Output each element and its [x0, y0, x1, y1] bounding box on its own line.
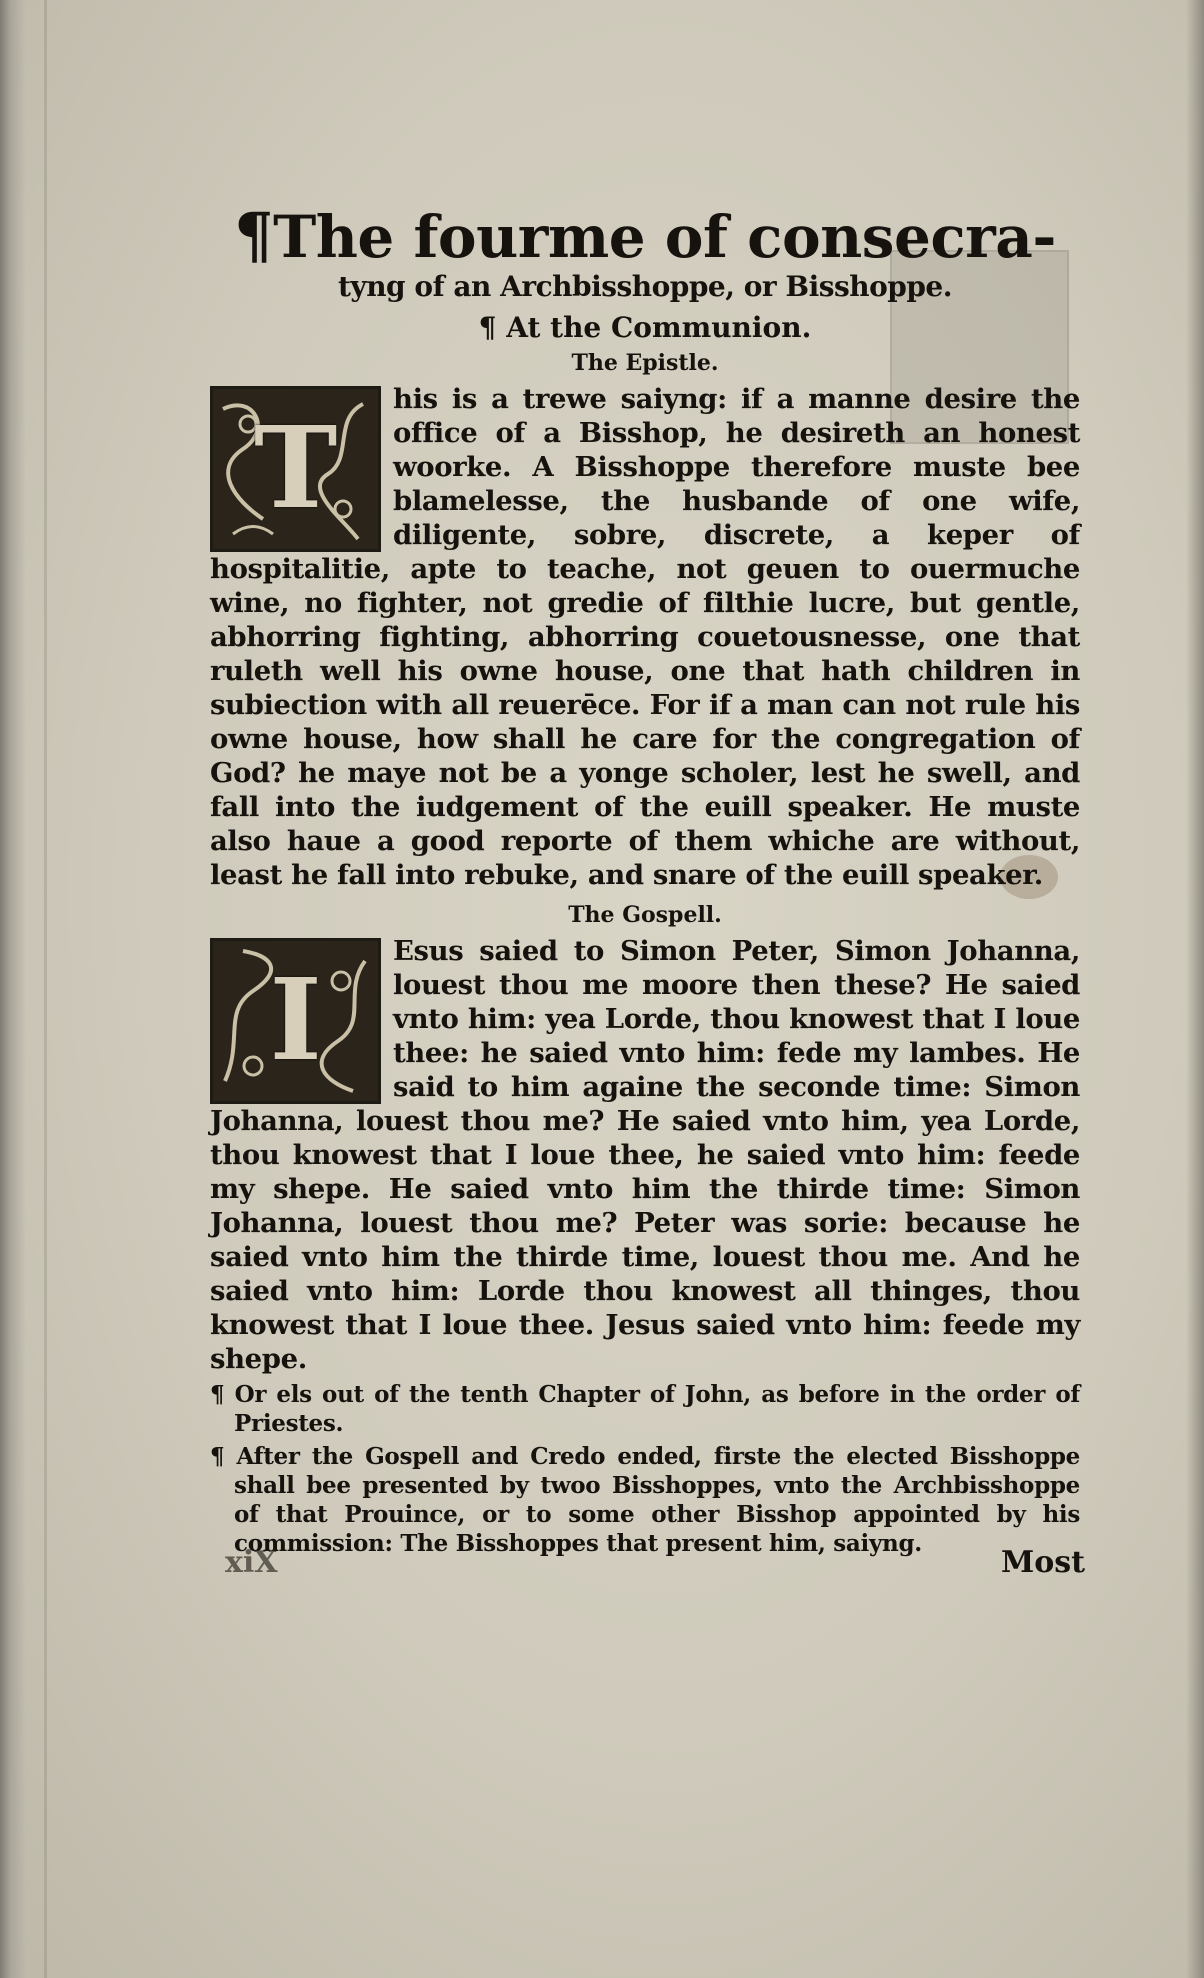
- page-text: [210, 199, 1080, 1558]
- gospel-paragraph: [210, 934, 1080, 1376]
- page-title: [210, 199, 1080, 303]
- rubric-note-1: ¶ Or els out of the tenth Chapter of John, as before in the order of Priestes.: [210, 1381, 1080, 1437]
- pilcrow-icon: ¶: [234, 199, 274, 272]
- binding-fold: [44, 0, 47, 1978]
- gospel-text: Esus saied to Simon Peter, Simon Johanna, louest thou me moore then these? He saied vnto him: yea Lorde, thou knowest that I loue thee: he saied vnto him: fede my lambes. He said to him againe the seconde time: Simon Johanna, louest thou me? He saied vnto him, yea Lorde, thou knowest that I loue thee, he saied vnto him: feede my shepe. He saied vnto him the thirde time: Simon Johanna, louest thou me? Peter was sorie: because he saied vnto him the thirde time, louest thou me. And he saied vnto him: Lorde thou knowest all thinges, thou knowest that I loue thee. Jesus saied vnto him: feede my shepe.: [210, 935, 1080, 1375]
- initial-letter: I: [269, 955, 322, 1086]
- epistle-text: his is a trewe saiyng: if a manne desire the office of a Bisshop, he desireth an honest woorke. A Bisshoppe therefore muste bee blamelesse, the husbande of one wife, diligente, sobre, discrete, a keper of hospitalitie, apte to teache, not geuen to ouermuche wine, no fighter, not gredie of filthie lucre, but gentle, abhorring fighting, abhorring couetousnesse, one that ruleth well his owne house, one that hath children in subiection with all reuerēce. For if a man can not rule his owne house, how shall he care for the congregation of God? he maye not be a yonge scholer, lest he swell, and fall into the iudgement of the euill speaker. He muste also haue a good reporte of them whiche are without, least he fall into rebuke, and snare of the euill speaker.: [210, 383, 1080, 891]
- page-shadow-left: [0, 0, 26, 1978]
- gospel-heading: The Gospell.: [568, 902, 722, 928]
- epistle-heading: The Epistle.: [571, 350, 719, 376]
- catchword: Most: [1001, 1545, 1085, 1580]
- title-line-1: [210, 199, 1080, 272]
- epistle-paragraph: [210, 382, 1080, 892]
- title-text-1: The fourme of consecra-: [273, 203, 1056, 271]
- title-line-2: tyng of an Archbisshoppe, or Bisshoppe.: [338, 270, 952, 303]
- page-footer: [225, 1545, 1085, 1580]
- communion-heading: ¶ At the Communion.: [478, 311, 812, 344]
- decorated-initial-i: [210, 938, 381, 1104]
- rubric-note-2: ¶ After the Gospell and Credo ended, firste the elected Bisshoppe shall bee presented by twoo Bisshoppes, vnto the Archbisshoppe of that Prouince, or to some other Bisshop appointed by his commission: The Bisshoppes that present him, saiyng.: [210, 1443, 1080, 1557]
- page-shadow-right: [1186, 0, 1204, 1978]
- initial-letter: T: [254, 403, 337, 534]
- signature-mark: xiX: [225, 1545, 278, 1580]
- decorated-initial-t: [210, 386, 381, 552]
